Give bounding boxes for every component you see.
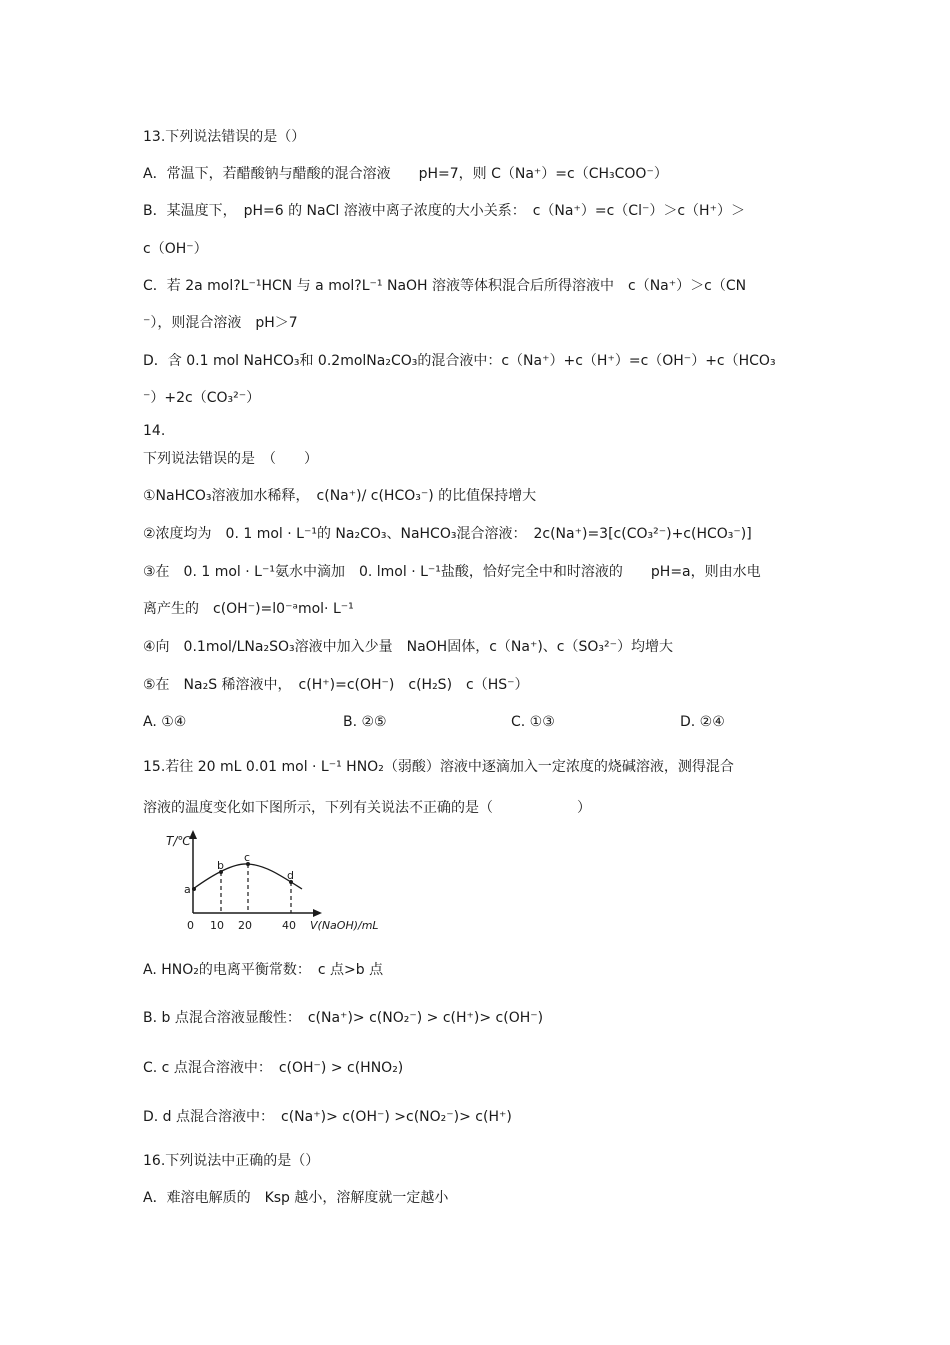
q15-title-line1: 15.若往 20 mL 0.01 mol · L⁻¹ HNO₂（弱酸）溶液中逐滴加入一定浓度的烧碱溶液，测得混合	[143, 759, 734, 775]
q16-title: 16.下列说法中正确的是（）	[143, 1153, 320, 1169]
q14-title: 下列说法错误的是 （ ）	[143, 451, 318, 467]
q14-statement-5: ⑤在 Na₂S 稀溶液中， c(H⁺)=c(OH⁻) c(H₂S) c（HS⁻）	[143, 677, 529, 693]
q15-option-a: A. HNO₂的电离平衡常数： c 点>b 点	[143, 962, 384, 978]
q13-option-b-line2: c（OH⁻）	[143, 241, 208, 257]
tick-20: 20	[238, 919, 252, 932]
q13-title: 13.下列说法错误的是（）	[143, 129, 306, 145]
q14-number: 14.	[143, 423, 166, 439]
point-a-label: a	[184, 883, 191, 896]
tick-10: 10	[210, 919, 224, 932]
point-a-dot	[192, 887, 196, 891]
q14-statement-1: ①NaHCO₃溶液加水稀释， c(Na⁺)/ c(HCO₃⁻) 的比值保持增大	[143, 488, 537, 504]
tick-40: 40	[282, 919, 296, 932]
q13-option-a: A．常温下，若醋酸钠与醋酸的混合溶液 pH=7，则 C（Na⁺）=c（CH₃COO⁻）	[143, 166, 668, 182]
q13-option-c-line1: C．若 2a mol?L⁻¹HCN 与 a mol?L⁻¹ NaOH 溶液等体积混合后所得溶液中 c（Na⁺）＞c（CN	[143, 278, 747, 294]
q14-option-d: D. ②④	[680, 714, 725, 730]
q14-option-c: C. ①③	[511, 714, 555, 730]
q14-option-b: B. ②⑤	[343, 714, 387, 730]
q15-option-d: D. d 点混合溶液中： c(Na⁺)> c(OH⁻) >c(NO₂⁻)> c(H⁺)	[143, 1109, 512, 1125]
q14-statement-3-line2: 离产生的 c(OH⁻)=l0⁻ᵃmol· L⁻¹	[143, 601, 354, 617]
point-b-label: b	[217, 859, 224, 872]
x-axis-arrow	[313, 909, 322, 917]
tick-0: 0	[187, 919, 194, 932]
q14-statement-3-line1: ③在 0. 1 mol · L⁻¹氨水中滴加 0. lmol · L⁻¹盐酸，恰好完全中和时溶液的 pH=a，则由水电	[143, 564, 761, 580]
q15-option-c: C. c 点混合溶液中： c(OH⁻) > c(HNO₂)	[143, 1060, 404, 1076]
q13-option-d-line2: ⁻）+2c（CO₃²⁻）	[143, 390, 261, 406]
q15-title-line2: 溶液的温度变化如下图所示，下列有关说法不正确的是（ ）	[143, 800, 591, 816]
q16-option-a: A．难溶电解质的 Ksp 越小，溶解度就一定越小	[143, 1190, 449, 1206]
point-c-label: c	[244, 851, 251, 864]
y-axis-label: T/℃	[166, 834, 191, 848]
q13-option-d-line1: D．含 0.1 mol NaHCO₃和 0.2molNa₂CO₃的混合液中：c（Na⁺）+c（H⁺）=c（OH⁻）+c（HCO₃	[143, 353, 776, 369]
q15-option-b: B. b 点混合溶液显酸性： c(Na⁺)> c(NO₂⁻) > c(H⁺)> c(OH⁻)	[143, 1010, 544, 1026]
point-d-label: d	[287, 869, 294, 882]
x-axis-label: V(NaOH)/mL	[310, 919, 379, 932]
q14-statement-2: ②浓度均为 0. 1 mol · L⁻¹的 Na₂CO₃、NaHCO₃混合溶液： 2c(Na⁺)=3[c(CO₃²⁻)+c(HCO₃⁻)]	[143, 526, 752, 542]
q13-option-b-line1: B．某温度下， pH=6 的 NaCl 溶液中离子浓度的大小关系： c（Na⁺）=c（Cl⁻）＞c（H⁺）＞	[143, 203, 745, 219]
q14-statement-4: ④向 0.1mol/LNa₂SO₃溶液中加入少量 NaOH固体，c（Na⁺)、c（SO₃²⁻）均增大	[143, 639, 674, 655]
q13-option-c-line2: ⁻），则混合溶液 pH＞7	[143, 315, 298, 331]
q14-option-a: A. ①④	[143, 714, 187, 730]
temperature-graph	[160, 827, 400, 939]
